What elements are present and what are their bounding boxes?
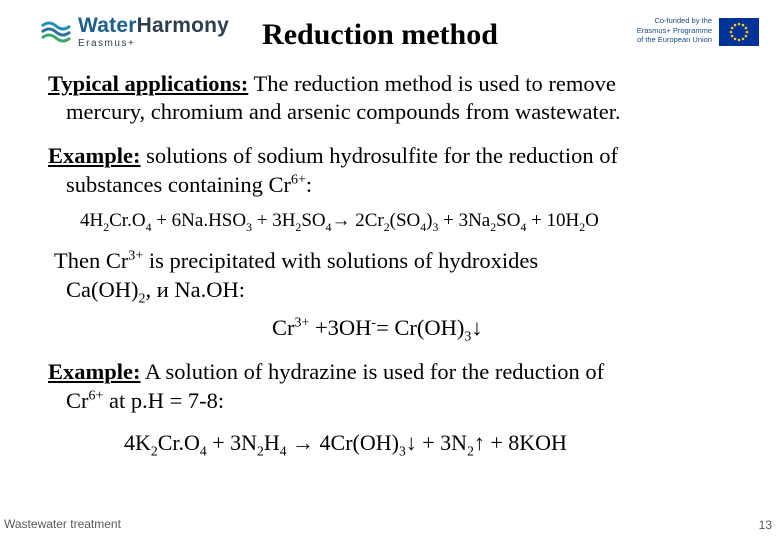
brand-subtitle: Erasmus+ xyxy=(78,38,136,49)
example2-line2: $Cr^{6+}$ at p.H = 7-8: xyxy=(66,388,225,413)
then-precipitated-line1: Then $Cr^{3+}$ is precipitated with solutions of hydroxides xyxy=(54,248,539,273)
page-number: 13 xyxy=(758,518,772,532)
eu-flag-icon xyxy=(719,18,759,46)
footer-course-title: Wastewater treatment xyxy=(4,517,121,531)
example2-line1: Example: A solution of hydrazine is used for the reduction of xyxy=(48,359,605,384)
typical-applications-line2: mercury, chromium and arsenic compounds from wastewater. xyxy=(66,99,621,124)
example1-line2: substances containing $Cr^{6+}$: xyxy=(66,172,313,197)
eu-cofunded-text: Co-funded by the Erasmus+ Programme of the European Union xyxy=(636,16,712,44)
eu-cofunded-logo xyxy=(620,16,760,48)
equation-hydroxide-precipitation: $Cr^{3+} +3OH^-=$ $Cr(OH)_3↓$ xyxy=(272,315,483,345)
example1-line1: Example: solutions of sodium hydrosulfite for the reduction of xyxy=(48,143,618,168)
then-precipitated-line2: $Ca(OH)_2$, и Na.OH: xyxy=(66,277,245,307)
typical-applications-line1: Typical applications: The reduction method is used to remove xyxy=(48,71,616,96)
equation-hydrazine-reduction: $4K_2Cr.O_4 + 3N_2H_4$ → $4Cr(OH)_3↓$ + $3N_2↑ + 8KOH$ xyxy=(124,430,567,459)
equation-dichromate-reduction: $4H_2Cr.O_4 + 6Na.HSO_3 + 3H_2SO_4\to 2Cr_2(SO_4)_3 + 3Na_2SO_4 + 10H_2O$ xyxy=(80,210,599,234)
page-title: Reduction method xyxy=(262,18,498,51)
brand-name: WaterHarmony xyxy=(78,14,230,37)
